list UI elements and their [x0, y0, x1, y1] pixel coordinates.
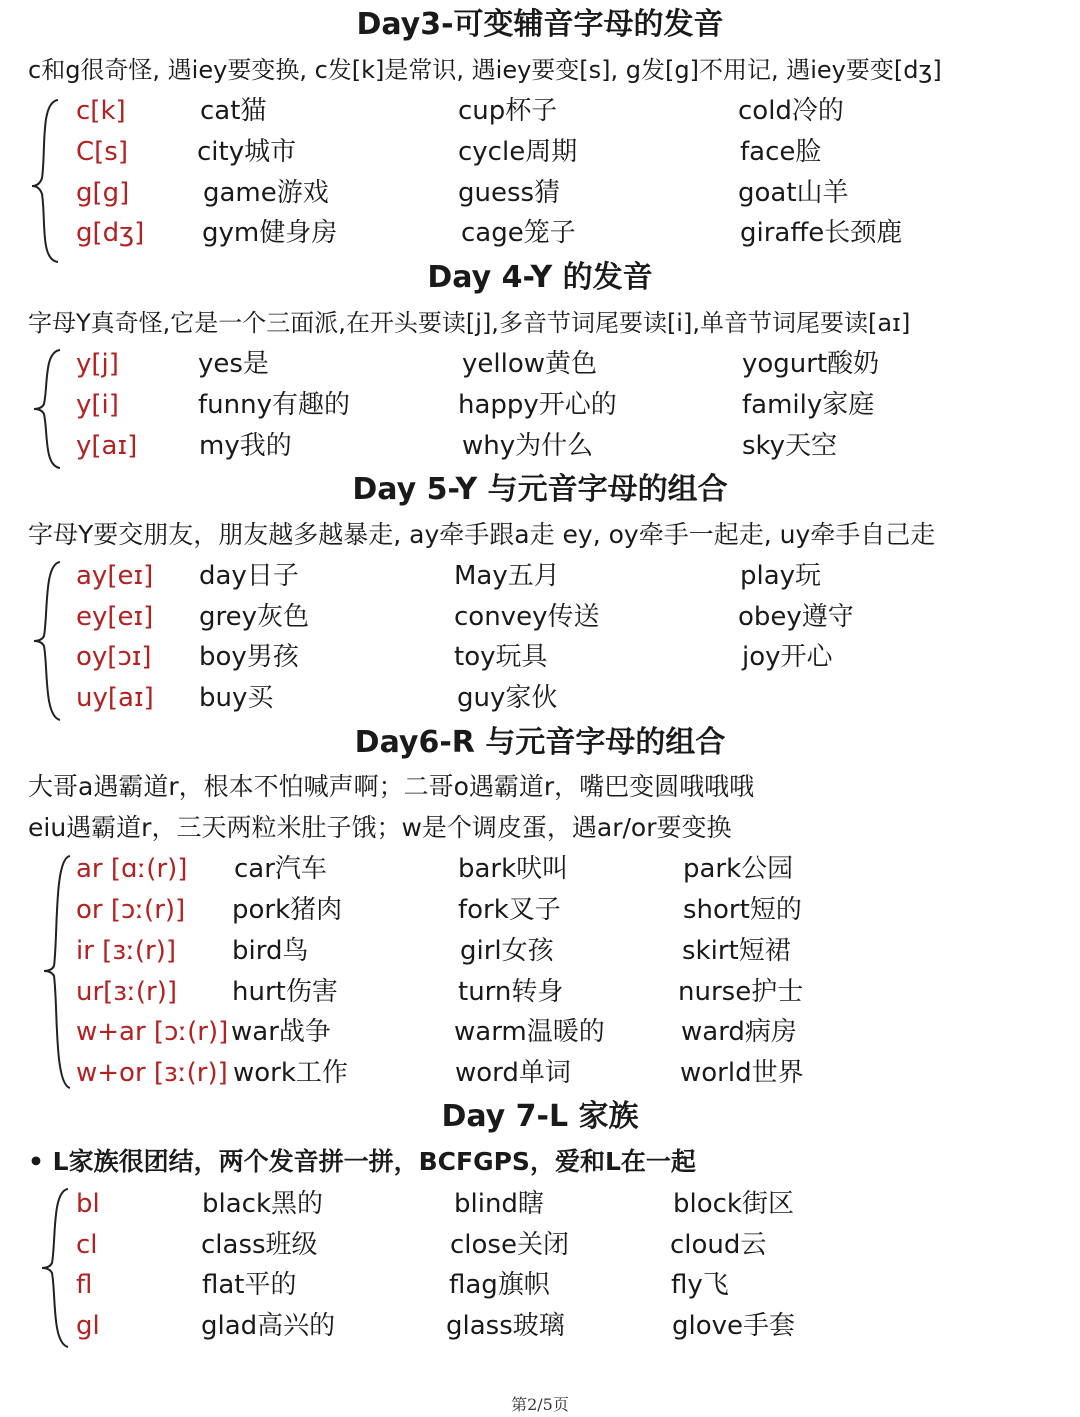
- word: skirt短裙: [682, 936, 791, 966]
- word: glove手套: [672, 1311, 796, 1341]
- sound-key: y[aɪ]: [76, 431, 138, 461]
- word: day日子: [199, 561, 299, 591]
- sound-key: c[k]: [76, 96, 126, 126]
- brace-icon: [36, 852, 76, 1092]
- word: cat猫: [200, 96, 267, 126]
- brace-icon: [24, 96, 64, 266]
- word: guess猜: [458, 178, 561, 208]
- sound-key: C[s]: [76, 137, 128, 167]
- sound-key: ey[eɪ]: [76, 602, 154, 632]
- word: May五月: [454, 561, 560, 591]
- word: cup杯子: [458, 96, 558, 126]
- sound-key: g[dʒ]: [76, 218, 145, 248]
- section-title: Day 4-Y 的发音: [427, 260, 653, 295]
- word: glad高兴的: [201, 1311, 336, 1341]
- word: obey遵守: [738, 602, 854, 632]
- word: goat山羊: [738, 178, 849, 208]
- rule-text: 大哥a遇霸道r，根本不怕喊声啊；二哥o遇霸道r，嘴巴变圆哦哦哦: [28, 772, 755, 801]
- sound-key: bl: [76, 1189, 100, 1219]
- sound-key: cl: [76, 1230, 98, 1260]
- word: sky天空: [742, 431, 838, 461]
- sound-key: ar [ɑː(r)]: [76, 854, 188, 884]
- word: glass玻璃: [446, 1311, 565, 1341]
- rule-text: 字母Y要交朋友，朋友越多越暴走, ay牵手跟a走 ey, oy牵手一起走, uy牵手自己走: [28, 520, 936, 549]
- word: park公园: [683, 854, 794, 884]
- word: joy开心: [742, 642, 833, 672]
- word: convey传送: [454, 602, 600, 632]
- word: flag旗帜: [449, 1270, 550, 1300]
- word: buy买: [199, 683, 274, 713]
- word: class班级: [201, 1230, 318, 1260]
- word: cage笼子: [461, 218, 576, 248]
- word: family家庭: [742, 390, 875, 420]
- word: happy开心的: [458, 390, 617, 420]
- word: hurt伤害: [232, 977, 338, 1007]
- word: short短的: [683, 895, 802, 925]
- word: play玩: [740, 561, 822, 591]
- word: nurse护士: [678, 977, 804, 1007]
- word: word单词: [455, 1058, 571, 1088]
- word: giraffe长颈鹿: [740, 218, 903, 248]
- word: guy家伙: [457, 683, 558, 713]
- word: bark吠叫: [458, 854, 569, 884]
- word: close关闭: [450, 1230, 569, 1260]
- word: cycle周期: [458, 137, 578, 167]
- sound-key: fl: [76, 1270, 93, 1300]
- word: yogurt酸奶: [742, 349, 880, 379]
- word: blind瞎: [454, 1189, 544, 1219]
- word: warm温暖的: [454, 1017, 605, 1047]
- rule-text: • L家族很团结，两个发音拼一拼，BCFGPS，爱和L在一起: [28, 1147, 696, 1176]
- sound-key: w+ar [ɔː(r)]: [76, 1017, 229, 1047]
- sound-key: or [ɔː(r)]: [76, 895, 186, 925]
- word: why为什么: [462, 431, 594, 461]
- rule-text: 字母Y真奇怪,它是一个三面派,在开头要读[j],多音节词尾要读[i],单音节词尾要读[aɪ]: [28, 309, 911, 337]
- rule-text: eiu遇霸道r，三天两粒米肚子饿；w是个调皮蛋，遇ar/or要变换: [28, 813, 732, 842]
- sound-key: y[i]: [76, 390, 119, 420]
- word: world世界: [680, 1058, 804, 1088]
- word: boy男孩: [199, 642, 299, 672]
- word: work工作: [233, 1058, 348, 1088]
- word: fly飞: [671, 1270, 729, 1300]
- word: yes是: [198, 349, 269, 379]
- word: gym健身房: [202, 218, 338, 248]
- word: car汽车: [234, 854, 327, 884]
- sound-key: ur[ɜː(r)]: [76, 977, 178, 1007]
- sound-key: g[g]: [76, 178, 130, 208]
- word: yellow黄色: [462, 349, 598, 379]
- word: fork叉子: [458, 895, 561, 925]
- section-title: Day3-可变辅音字母的发音: [356, 7, 724, 42]
- word: cloud云: [670, 1230, 767, 1260]
- word: black黑的: [202, 1189, 324, 1219]
- sound-key: ir [ɜː(r)]: [76, 936, 177, 966]
- word: block街区: [673, 1189, 794, 1219]
- section-title: Day 7-L 家族: [441, 1099, 639, 1134]
- word: game游戏: [203, 178, 329, 208]
- word: flat平的: [202, 1270, 297, 1300]
- brace-icon: [26, 558, 66, 724]
- sound-key: gl: [76, 1311, 100, 1341]
- word: grey灰色: [199, 602, 310, 632]
- word: funny有趣的: [198, 390, 350, 420]
- word: bird鸟: [232, 936, 309, 966]
- word: face脸: [740, 137, 822, 167]
- sound-key: y[j]: [76, 349, 119, 379]
- word: ward病房: [681, 1017, 797, 1047]
- word: city城市: [197, 137, 297, 167]
- word: girl女孩: [460, 936, 554, 966]
- brace-icon: [34, 1185, 74, 1351]
- word: war战争: [231, 1017, 331, 1047]
- page-number: 第2/5页: [511, 1395, 569, 1414]
- word: pork猪肉: [232, 895, 343, 925]
- sound-key: w+or [ɜː(r)]: [76, 1058, 228, 1088]
- sound-key: oy[ɔɪ]: [76, 642, 152, 672]
- word: cold冷的: [738, 96, 844, 126]
- section-title: Day6-R 与元音字母的组合: [354, 725, 726, 760]
- sound-key: ay[eɪ]: [76, 561, 154, 591]
- word: turn转身: [458, 977, 564, 1007]
- rule-text: c和g很奇怪, 遇iey要变换, c发[k]是常识, 遇iey要变[s], g发[g]不用记, 遇iey要变[dʒ]: [28, 56, 942, 84]
- sound-key: uy[aɪ]: [76, 683, 154, 713]
- brace-icon: [26, 346, 66, 472]
- word: my我的: [199, 431, 292, 461]
- section-title: Day 5-Y 与元音字母的组合: [352, 472, 728, 507]
- word: toy玩具: [454, 642, 548, 672]
